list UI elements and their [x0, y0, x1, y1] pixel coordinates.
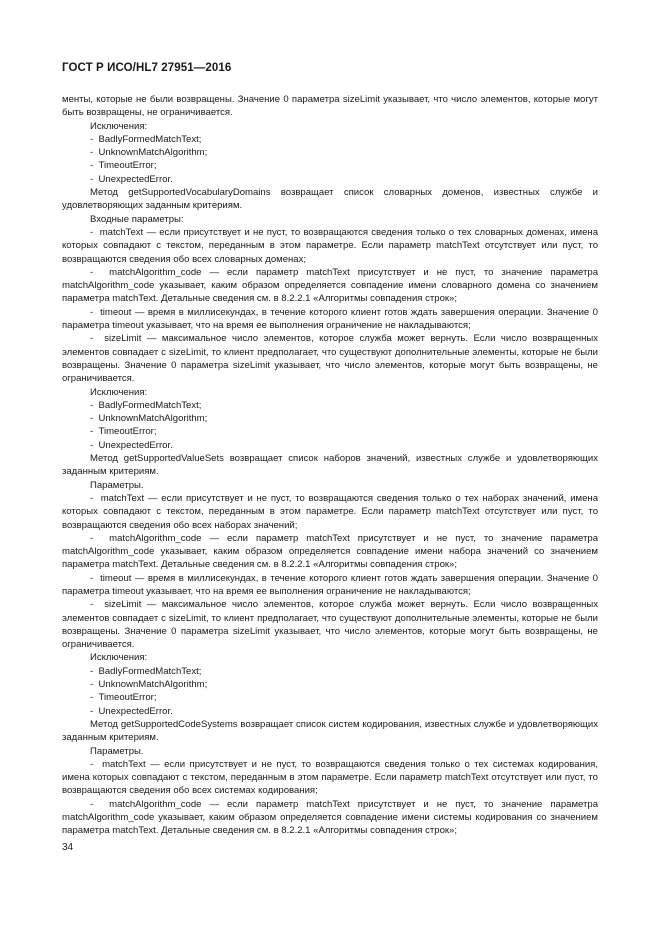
paragraph: Параметры. [90, 479, 144, 491]
paragraph: Исключения: [90, 120, 148, 132]
list-item: - sizeLimit — максимальное число элементов, которое служба может вернуть. Если число возвращенных элементов совпадает с sizeLimit, то клиент предполагает, что существуют дополнительные элементы, которые не были возвращены. Значение 0 параметра sizeLimit указывает, что число элементов, которые могут быть возвращены, не ограничивается. [62, 598, 598, 651]
list-item: - matchAlgorithm_code — если параметр matchText присутствует и не пуст, то значение параметра matchAlgorithm_code указывает, каким образом определяется совпадение имени словарного домена со значением параметра matchText. Детальные сведения см. в 8.2.2.1 «Алгоритмы совпадения строк»; [62, 266, 598, 306]
list-item: - timeout — время в миллисекундах, в течение которого клиент готов ждать завершения операции. Значение 0 параметра timeout указывает, что на время ее выполнения ограничение не накладываются; [62, 306, 598, 333]
paragraph: Метод getSupportedVocabularyDomains возвращает список словарных доменов, известных службе и удовлетворяющих заданным критериям. [62, 187, 598, 212]
list-item: - UnexpectedError. [62, 439, 598, 452]
list-item: - UnexpectedError. [62, 705, 598, 718]
paragraph: Метод getSupportedValueSets возвращает список наборов значений, известных службе и удовлетворяющих заданным критериям. [62, 453, 598, 478]
list-item: - matchText — если присутствует и не пуст, то возвращаются сведения только о тех словарных доменах, имена которых совпадают с текстом, переданным в этом параметре. Если параметр matchText отсутствует или пуст, то возвращаются сведения обо всех словарных доменах; [62, 226, 598, 266]
list-item: - matchText — если присутствует и не пуст, то возвращаются сведения только о тех системах кодирования, имена которых совпадают с текстом, переданным в этом параметре. Если параметр matchText отсутствует или пуст, то возвращаются сведения обо всех системах кодирования; [62, 758, 598, 798]
list-item: - matchAlgorithm_code — если параметр matchText присутствует и не пуст, то значение параметра matchAlgorithm_code указывает, каким образом определяется совпадение имени системы кодирования со значением параметра matchText. Детальные сведения см. в 8.2.2.1 «Алгоритмы совпадения строк»; [62, 798, 598, 838]
paragraph: Параметры. [90, 745, 144, 757]
list-item: - UnknownMatchAlgorithm; [62, 678, 598, 691]
paragraph: менты, которые не были возвращены. Значение 0 параметра sizeLimit указывает, что число элементов, которые могут быть возвращены, не ограничивается. [62, 94, 598, 119]
page-header-title: ГОСТ Р ИСО/HL7 27951—2016 [62, 62, 232, 74]
list-item: - matchText — если присутствует и не пуст, то возвращаются сведения только о тех наборах значений, имена которых совпадают с текстом, переданным в этом параметре. Если параметр matchText отсутствует или пуст, то возвращаются сведения обо всех наборах значений; [62, 492, 598, 532]
list-item: - TimeoutError; [62, 425, 598, 438]
list-item: - sizeLimit — максимальное число элементов, которое служба может вернуть. Если число возвращенных элементов совпадает с sizeLimit, то клиент предполагает, что существуют дополнительные элементы, которые не были возвращены. Значение 0 параметра sizeLimit указывает, что число элементов, которые могут быть возвращены, не ограничивается. [62, 332, 598, 385]
paragraph: Входные параметры: [90, 213, 184, 225]
list-item: - matchAlgorithm_code — если параметр matchText присутствует и не пуст, то значение параметра matchAlgorithm_code указывает, каким образом определяется совпадение имени набора значений со значением параметра matchText. Детальные сведения см. в 8.2.2.1 «Алгоритмы совпадения строк»; [62, 532, 598, 572]
list-item: - timeout — время в миллисекундах, в течение которого клиент готов ждать завершения операции. Значение 0 параметра timeout указывает, что на время ее выполнения ограничение не накладываются; [62, 572, 598, 599]
list-item: - TimeoutError; [62, 691, 598, 704]
document-body [62, 93, 598, 838]
paragraph: Исключения: [90, 386, 148, 398]
list-item: - BadlyFormedMatchText; [62, 399, 598, 412]
list-item: - BadlyFormedMatchText; [62, 665, 598, 678]
paragraph: Метод getSupportedCodeSystems возвращает список систем кодирования, известных службе и удовлетворяющих заданным критериям. [62, 718, 598, 744]
page-number: 34 [62, 842, 74, 853]
list-item: - UnexpectedError. [62, 173, 598, 186]
list-item: - TimeoutError; [62, 159, 598, 172]
paragraph: Исключения: [90, 652, 148, 664]
list-item: - UnknownMatchAlgorithm; [62, 412, 598, 425]
list-item: - UnknownMatchAlgorithm; [62, 146, 598, 159]
list-item: - BadlyFormedMatchText; [62, 133, 598, 146]
